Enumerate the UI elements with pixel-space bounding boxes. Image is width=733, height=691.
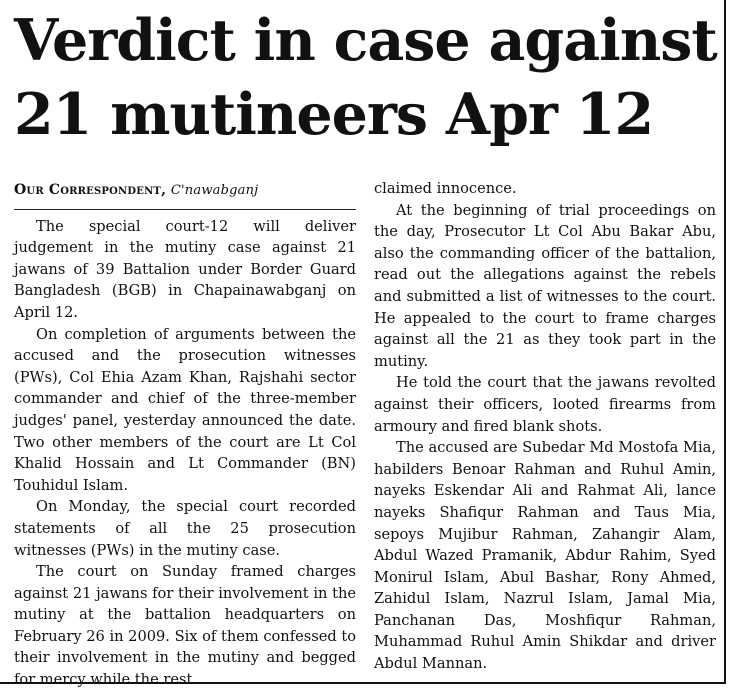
paragraph: At the beginning of trial proceedings on the day, Prosecutor Lt Col Abu Bakar Abu, also the commanding officer of the battalion, read out the allegations against the rebels and submitted a list of witnesses to the court. He appealed to the court to frame charges against all the 21 as they took part in the mutiny. <box>374 201 716 370</box>
paragraph: The special court-12 will deliver judgement in the mutiny case against 21 jawans of 39 Battalion under Border Guard Bangladesh (BGB) in Chapainawabganj on April 12. <box>14 217 356 321</box>
byline-location: C'nawabganj <box>170 183 259 198</box>
column-left <box>14 180 356 691</box>
column-right <box>374 178 716 675</box>
paragraph: He told the court that the jawans revolted against their officers, looted firearms from armoury and fired blank shots. <box>374 374 716 435</box>
headline <box>14 4 724 152</box>
paragraph: The court on Sunday framed charges against 21 jawans for their involvement in the mutiny at the battalion headquarters on February 26 in 2009. Six of them confessed to their involvement in the mutiny and begged for mercy while the rest <box>14 563 356 689</box>
paragraph: On Monday, the special court recorded statements of all the 25 prosecution witnesses (PWs) in the mutiny case. <box>14 498 356 559</box>
headline-line-1: Verdict in case against <box>14 7 717 74</box>
paragraph: On completion of arguments between the accused and the prosecution witnesses (PWs), Col Ehia Azam Khan, Rajshahi sector commander and chief of the three-member judges' panel, yesterday announced the date. Two other members of the court are Lt Col Khalid Hossain and Lt Commander (BN) Touhidul Islam. <box>14 325 356 494</box>
paragraph: The accused are Subedar Md Mostofa Mia, habilders Benoar Rahman and Ruhul Amin, nayeks Eskendar Ali and Rahmat Ali, lance nayeks Shafiqur Rahman and Taus Mia, sepoys Mujibur Rahman, Zahangir Alam, Abdul Wazed Pramanik, Abdur Rahim, Syed Monirul Islam, Abul Bashar, Rony Ahmed, Zahidul Islam, Nazrul Islam, Jamal Mia, Panchanan Das, Moshfiqur Rahman, Muhammad Ruhul Amin Shikdar and driver Abdul Mannan. <box>374 439 716 673</box>
headline-line-2: 21 mutineers Apr 12 <box>14 81 654 148</box>
paragraph-continuation: claimed innocence. <box>374 180 517 197</box>
byline <box>14 180 356 210</box>
byline-author: Our Correspondent, <box>14 182 167 198</box>
